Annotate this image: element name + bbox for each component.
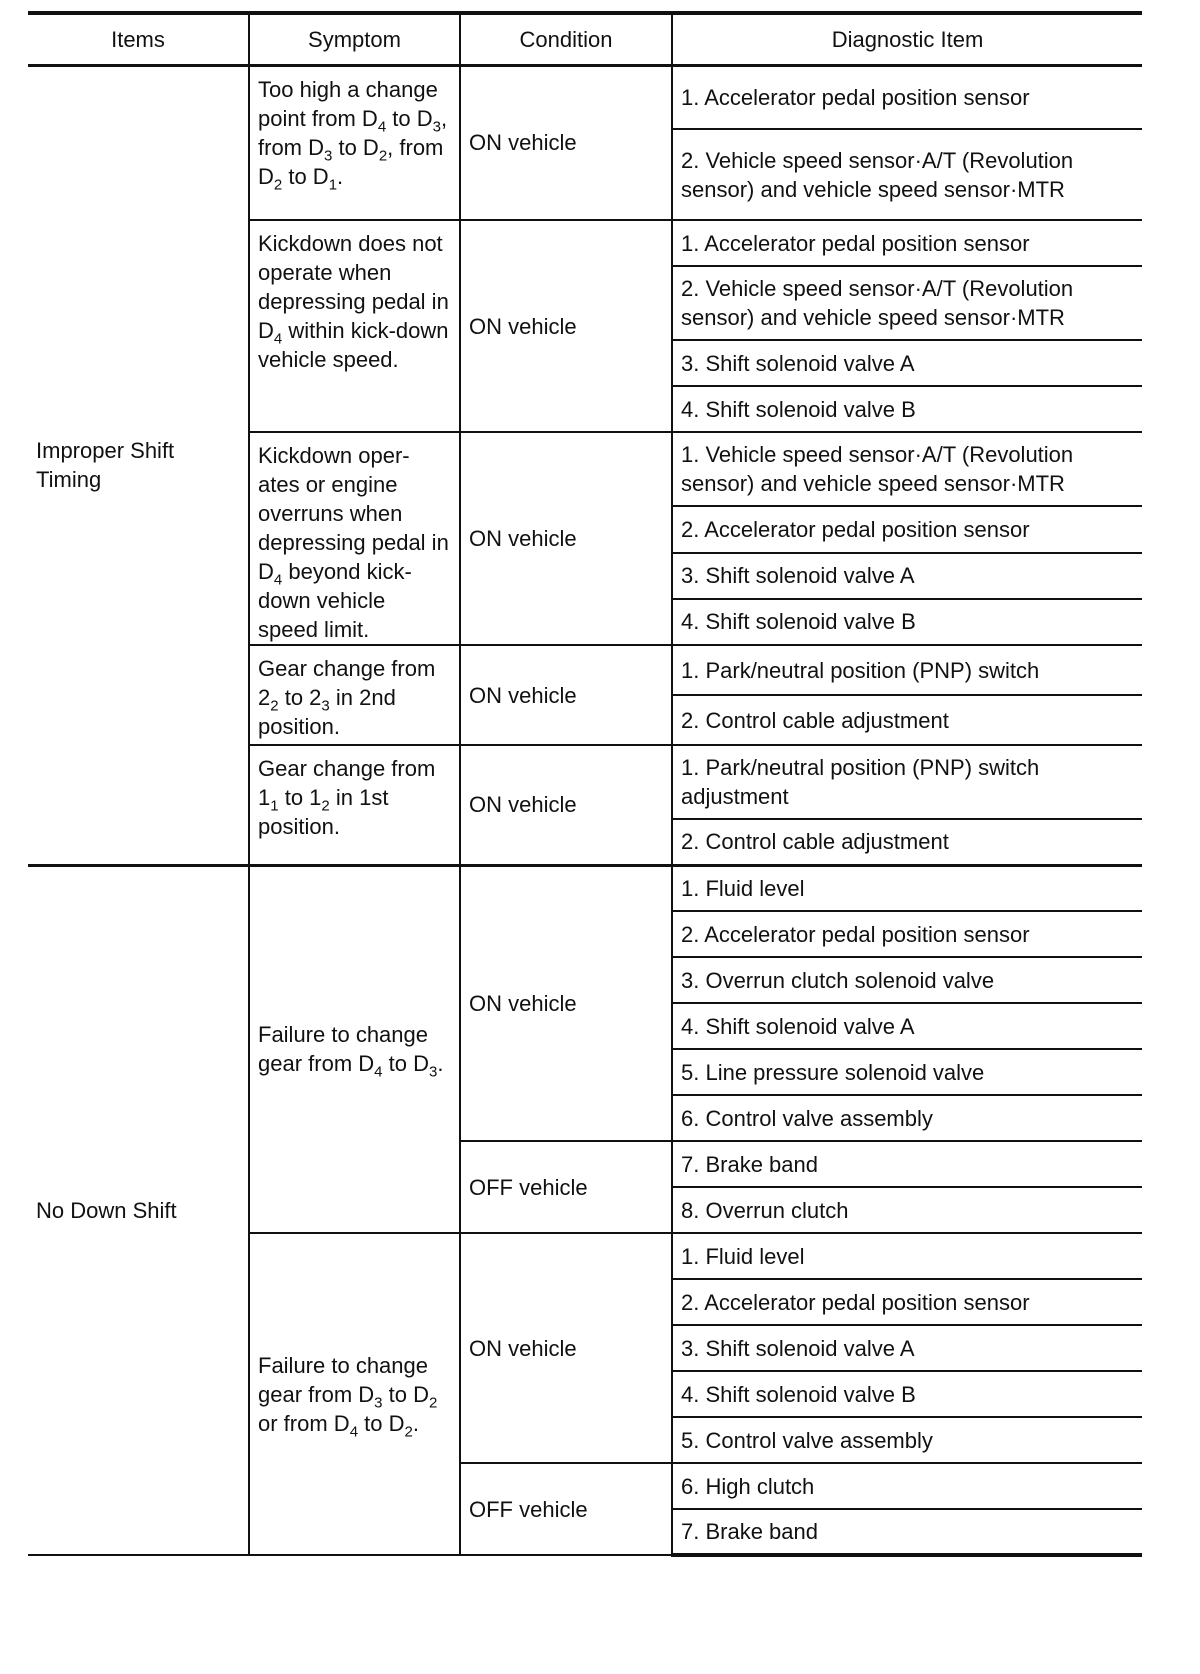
diagnostic-item-cell: 1. Fluid level bbox=[672, 865, 1142, 911]
condition-cell: ON vehicle bbox=[460, 645, 672, 745]
diagnostic-item-cell: 1. Fluid level bbox=[672, 1233, 1142, 1279]
diagnostic-item-cell: 4. Shift solenoid valve A bbox=[672, 1003, 1142, 1049]
diagnostic-item-cell: 3. Overrun clutch solenoid valve bbox=[672, 957, 1142, 1003]
table-body bbox=[28, 65, 1142, 1555]
diagnostic-item-cell: 1. Vehicle speed sensor·A/T (Revolution sensor) and vehicle speed sensor·MTR bbox=[672, 432, 1142, 506]
items-cell: Improper Shift Timing bbox=[28, 65, 249, 865]
header-diagnostic-item: Diagnostic Item bbox=[672, 13, 1142, 65]
diagnostic-item-cell: 1. Park/neutral position (PNP) switch adjustment bbox=[672, 745, 1142, 819]
diagnostic-item-cell: 4. Shift solenoid valve B bbox=[672, 599, 1142, 645]
diagnostic-item-cell: 2. Control cable adjustment bbox=[672, 819, 1142, 865]
diagnostic-item-cell: 7. Brake band bbox=[672, 1509, 1142, 1555]
condition-cell: ON vehicle bbox=[460, 65, 672, 220]
diagnostic-item-cell: 6. High clutch bbox=[672, 1463, 1142, 1509]
diagnostic-item-cell: 2. Vehicle speed sensor·A/T (Revolution sensor) and vehicle speed sensor·MTR bbox=[672, 129, 1142, 220]
diagnostic-item-cell: 2. Vehicle speed sensor·A/T (Revolution sensor) and vehicle speed sensor·MTR bbox=[672, 266, 1142, 340]
diagnostic-item-cell: 7. Brake band bbox=[672, 1141, 1142, 1187]
table-row bbox=[28, 65, 1142, 129]
symptom-cell: Failure to change gear from $D_3$ to $D_2$ or from $D_4$ to $D_2$. bbox=[249, 1233, 460, 1555]
header-row bbox=[28, 13, 1142, 65]
condition-cell: ON vehicle bbox=[460, 1233, 672, 1463]
condition-cell: ON vehicle bbox=[460, 745, 672, 865]
symptom-cell: Too high a change point from $D_4$ to $D_3$, from $D_3$ to $D_2$, from $D_2$ to $D_1$. bbox=[249, 65, 460, 220]
header-condition: Condition bbox=[460, 13, 672, 65]
diagnostic-item-cell: 1. Accelerator pedal position sensor bbox=[672, 220, 1142, 266]
header-items: Items bbox=[28, 13, 249, 65]
symptom-cell: Gear change from $2_2$ to $2_3$ in 2nd position. bbox=[249, 645, 460, 745]
diagnostic-item-cell: 8. Overrun clutch bbox=[672, 1187, 1142, 1233]
condition-cell: ON vehicle bbox=[460, 432, 672, 645]
diagnostic-item-cell: 1. Park/neutral position (PNP) switch bbox=[672, 645, 1142, 695]
symptom-cell: Kickdown oper-ates or engine overruns when depressing pedal in $D_4$ beyond kick-down vehicle speed limit. bbox=[249, 432, 460, 645]
diagnostic-item-cell: 5. Line pressure solenoid valve bbox=[672, 1049, 1142, 1095]
condition-cell: ON vehicle bbox=[460, 220, 672, 432]
diagnostic-item-cell: 6. Control valve assembly bbox=[672, 1095, 1142, 1141]
diagnostic-item-cell: 2. Accelerator pedal position sensor bbox=[672, 506, 1142, 552]
table-row bbox=[28, 865, 1142, 911]
diagnostic-item-cell: 5. Control valve assembly bbox=[672, 1417, 1142, 1463]
condition-cell: ON vehicle bbox=[460, 865, 672, 1141]
table-header bbox=[28, 13, 1142, 65]
diagnostic-item-cell: 2. Control cable adjustment bbox=[672, 695, 1142, 745]
diagnostic-item-cell: 2. Accelerator pedal position sensor bbox=[672, 1279, 1142, 1325]
diagnostic-item-cell: 4. Shift solenoid valve B bbox=[672, 1371, 1142, 1417]
condition-cell: OFF vehicle bbox=[460, 1141, 672, 1233]
diagnostic-item-cell: 3. Shift solenoid valve A bbox=[672, 553, 1142, 599]
items-cell: No Down Shift bbox=[28, 865, 249, 1555]
diagnostic-item-cell: 2. Accelerator pedal position sensor bbox=[672, 911, 1142, 957]
symptom-cell: Failure to change gear from $D_4$ to $D_3$. bbox=[249, 865, 460, 1233]
diagnostic-item-cell: 4. Shift solenoid valve B bbox=[672, 386, 1142, 432]
header-symptom: Symptom bbox=[249, 13, 460, 65]
diagnostic-table bbox=[28, 11, 1142, 1557]
symptom-cell: Gear change from $1_1$ to $1_2$ in 1st position. bbox=[249, 745, 460, 865]
diagnostic-item-cell: 3. Shift solenoid valve A bbox=[672, 340, 1142, 386]
symptom-cell: Kickdown does not operate when depressing pedal in $D_4$ within kick-down vehicle speed. bbox=[249, 220, 460, 432]
condition-cell: OFF vehicle bbox=[460, 1463, 672, 1555]
diagnostic-item-cell: 1. Accelerator pedal position sensor bbox=[672, 65, 1142, 129]
diagnostic-item-cell: 3. Shift solenoid valve A bbox=[672, 1325, 1142, 1371]
